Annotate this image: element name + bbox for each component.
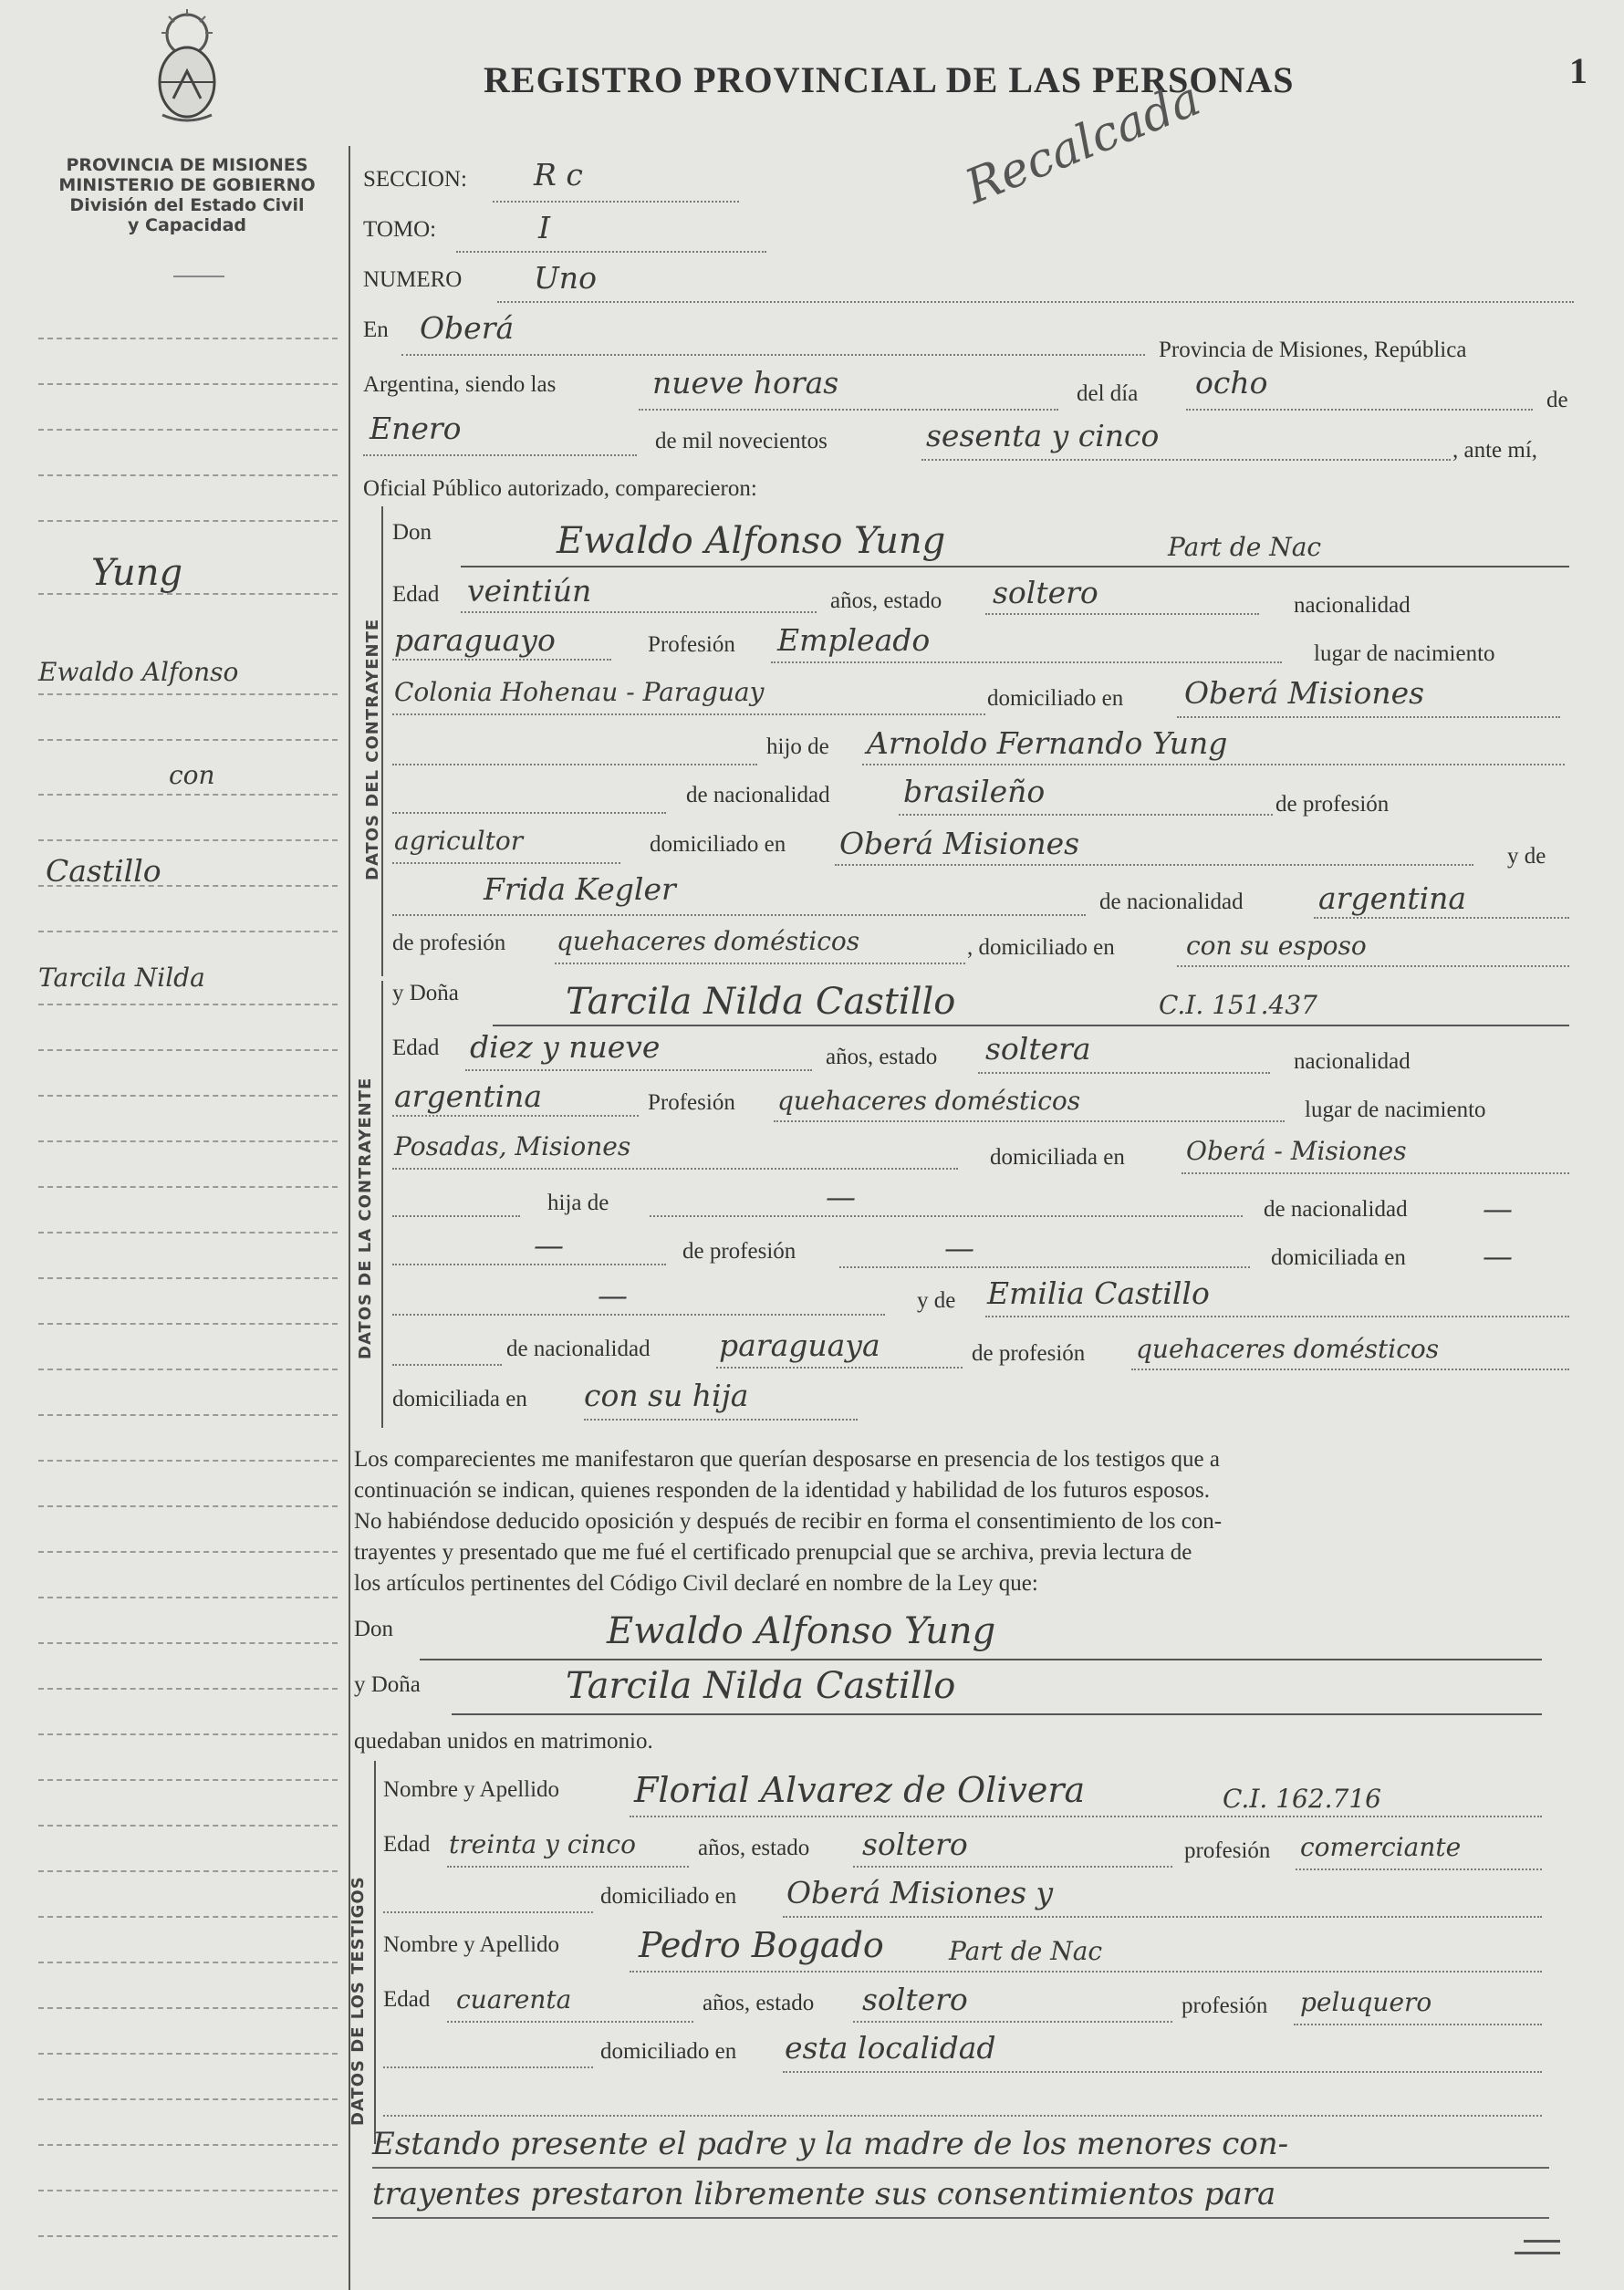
t2-name-label: Nombre y Apellido	[383, 1932, 560, 1957]
nacionalidad-label: nacionalidad	[1294, 593, 1411, 618]
margin-note-con: con	[169, 760, 215, 790]
madre-nacionalidad: argentina	[1318, 880, 1467, 916]
margin-note-bride: Tarcila Nilda	[38, 963, 205, 993]
t2-prof: peluquero	[1300, 1987, 1432, 2017]
t1-edad-label: Edad	[383, 1832, 431, 1857]
provincia-text: Provincia de Misiones, República	[1159, 338, 1467, 362]
en-label: En	[363, 317, 389, 342]
bride-padre-prof-label: de profesión	[682, 1239, 796, 1264]
t1-estado: soltero	[862, 1827, 968, 1862]
bride-madre-dom-label: domiciliada en	[392, 1387, 527, 1411]
bride-prof-label: Profesión	[648, 1090, 735, 1115]
bride-edad-label: Edad	[392, 1036, 440, 1060]
seccion-value: R c	[534, 157, 583, 193]
hija-label: hija de	[547, 1191, 609, 1215]
bride-madre-nacionalidad: paraguaya	[719, 1327, 880, 1363]
anios-label: años, estado	[830, 588, 942, 613]
t2-estado: soltero	[862, 1982, 968, 2017]
ante-label: , ante mí,	[1452, 438, 1538, 463]
bride-estado: soltera	[985, 1031, 1091, 1067]
nota-line-2: trayentes prestaron libremente sus consentimientos para	[372, 2176, 1276, 2212]
bride-lugar-label: lugar de nacimiento	[1305, 1098, 1486, 1122]
argentina-label: Argentina, siendo las	[363, 372, 557, 397]
t1-dom: Oberá Misiones y	[786, 1875, 1054, 1910]
bride-y-de-label: y de	[917, 1288, 956, 1313]
t1-name: Florial Alvarez de Olivera	[634, 1770, 1086, 1810]
bride-madre-prof-label: de profesión	[972, 1341, 1086, 1366]
y-de-label: y de	[1507, 844, 1546, 869]
declaracion-line: los artículos pertinentes del Código Civil declaré en nombre de la Ley que:	[354, 1571, 1038, 1596]
bride-padre-nac-dash2: —	[534, 1227, 564, 1263]
padre-domicilio: Oberá Misiones	[839, 826, 1080, 861]
bride-doc: C.I. 151.437	[1159, 990, 1317, 1020]
recalcada-stamp: Recalcada	[958, 71, 1208, 215]
page-title: REGISTRO PROVINCIAL DE LAS PERSONAS	[484, 59, 1295, 100]
profesion-label: Profesión	[648, 632, 735, 657]
bride-madre-profesion: quehaceres domésticos	[1136, 1334, 1440, 1364]
t2-dom-label: domiciliado en	[600, 2039, 737, 2064]
dona-label: y Doña	[392, 981, 459, 1005]
contrayente-section-label: DATOS DEL CONTRAYENTE	[363, 618, 382, 880]
bride-padre-nac-dash: —	[1483, 1191, 1513, 1226]
margin-note-surname: Yung	[91, 552, 183, 594]
declaracion-paragraph	[354, 1444, 1567, 1599]
bride-profesion: quehaceres domésticos	[777, 1086, 1081, 1116]
ministry-line-1: PROVINCIA DE MISIONES	[66, 155, 308, 175]
groom-lugar: Colonia Hohenau - Paraguay	[394, 677, 765, 707]
madre-profesion: quehaceres domésticos	[557, 926, 860, 956]
t2-doc: Part de Nac	[949, 1936, 1103, 1966]
numero-value: Uno	[534, 260, 597, 296]
lugar-label: lugar de nacimiento	[1314, 641, 1495, 666]
padre-nacionalidad: brasileño	[903, 774, 1046, 809]
declaracion-line: Los comparecientes me manifestaron que querían desposarse en presencia de los testigos que a	[354, 1447, 1220, 1472]
mes-value: Enero	[370, 411, 462, 446]
bride-nacionalidad: argentina	[394, 1078, 543, 1114]
t1-doc: C.I. 162.716	[1223, 1784, 1381, 1814]
bride-madre: Emilia Castillo	[987, 1275, 1210, 1311]
t2-edad-label: Edad	[383, 1987, 431, 2012]
declaracion-line: continuación se indican, quienes responden de la identidad y habilidad de los futuros esposos.	[354, 1478, 1210, 1503]
anio-value: sesenta y cinco	[926, 418, 1160, 453]
declaracion-line: No habiéndose deducido oposición y después de recibir en forma el consentimiento de los con-	[354, 1509, 1223, 1534]
t1-prof: comerciante	[1300, 1832, 1462, 1862]
padre-nac-label: de nacionalidad	[686, 783, 830, 807]
t1-prof-label: profesión	[1184, 1838, 1271, 1863]
bride-madre-nac-label: de nacionalidad	[506, 1337, 651, 1361]
edad-label: Edad	[392, 582, 440, 607]
decl-groom-name: Ewaldo Alfonso Yung	[607, 1610, 996, 1652]
declaracion-line: trayentes y presentado que me fué el certificado prenupcial que se archiva, previa lectura de	[354, 1540, 1192, 1565]
groom-domicilio: Oberá Misiones	[1184, 675, 1425, 711]
t1-dom-label: domiciliado en	[600, 1884, 737, 1909]
madre-domicilio: con su esposo	[1186, 931, 1367, 961]
bride-dom-label: domiciliada en	[990, 1145, 1125, 1170]
padre-dom-label: domiciliado en	[650, 832, 786, 857]
t1-anios-label: años, estado	[698, 1836, 810, 1860]
bride-lugar: Posadas, Misiones	[394, 1131, 631, 1161]
de-label: de	[1546, 388, 1568, 412]
groom-estado: soltero	[993, 575, 1098, 610]
decl-don-label: Don	[354, 1617, 394, 1641]
t2-name: Pedro Bogado	[639, 1925, 884, 1965]
hora-value: nueve horas	[652, 365, 839, 401]
groom-nacionalidad: paraguayo	[394, 622, 556, 658]
oficial-label: Oficial Público autorizado, comparecieron:	[363, 476, 757, 501]
testigos-section-label: DATOS DE LOS TESTIGOS	[349, 1876, 368, 2126]
t2-anios-label: años, estado	[703, 1991, 815, 2015]
bride-padre-dom-dash: —	[1483, 1238, 1513, 1274]
groom-doc: Part de Nac	[1168, 532, 1322, 562]
t2-edad: cuarenta	[456, 1984, 572, 2014]
bride-padre-nac-label: de nacionalidad	[1264, 1197, 1408, 1222]
coat-of-arms-icon	[146, 7, 228, 126]
margin-note-bride-surname: Castillo	[46, 853, 161, 889]
dia-label: del día	[1077, 381, 1139, 406]
bride-nac-label: nacionalidad	[1294, 1049, 1411, 1074]
bride-padre-dom-dash2: —	[598, 1277, 628, 1313]
en-value: Oberá	[420, 310, 515, 346]
unidos-text: quedaban unidos en matrimonio.	[354, 1729, 653, 1754]
dom-label: domiciliado en	[987, 686, 1124, 711]
bride-padre-dash: —	[826, 1179, 856, 1214]
page-number: 1	[1569, 50, 1588, 91]
seccion-label: SECCION:	[363, 167, 467, 192]
t2-dom: esta localidad	[785, 2030, 996, 2066]
don-label: Don	[392, 520, 432, 545]
bride-padre-prof-dash: —	[944, 1230, 974, 1265]
t1-edad: treinta y cinco	[449, 1829, 636, 1859]
dia-value: ocho	[1195, 365, 1268, 401]
madre-nac-label: de nacionalidad	[1099, 890, 1244, 914]
madre-dom-label: , domiciliado en	[967, 935, 1115, 960]
decl-bride-name: Tarcila Nilda Castillo	[566, 1665, 956, 1707]
t1-name-label: Nombre y Apellido	[383, 1777, 560, 1802]
groom-profesion: Empleado	[777, 622, 931, 658]
hijo-label: hijo de	[766, 734, 829, 759]
bride-anios-label: años, estado	[826, 1045, 938, 1069]
padre-profesion: agricultor	[394, 826, 524, 856]
bride-edad: diez y nueve	[470, 1029, 661, 1065]
numero-label: NUMERO	[363, 267, 463, 292]
ministry-block	[36, 155, 338, 235]
ministry-underline	[173, 276, 224, 277]
ministry-line-3: División del Estado Civil	[69, 195, 305, 215]
bride-name: Tarcila Nilda Castillo	[566, 981, 956, 1023]
ministry-line-2: MINISTERIO DE GOBIERNO	[58, 175, 316, 195]
decl-dona-label: y Doña	[354, 1672, 421, 1697]
groom-edad: veintiún	[467, 573, 592, 609]
nota-line-1: Estando presente el padre y la madre de los menores con-	[372, 2126, 1289, 2162]
groom-padre: Arnoldo Fernando Yung	[867, 725, 1228, 761]
padre-prof-label: de profesión	[1275, 792, 1390, 817]
tomo-label: TOMO:	[363, 217, 437, 242]
bride-padre-dom-label: domiciliada en	[1271, 1245, 1406, 1270]
bride-domicilio: Oberá - Misiones	[1186, 1136, 1407, 1166]
tomo-value: I	[538, 210, 551, 245]
groom-madre: Frida Kegler	[484, 871, 676, 907]
bride-madre-domicilio: con su hija	[584, 1378, 749, 1413]
margin-note-groom: Ewaldo Alfonso	[38, 657, 239, 687]
contrayenta-section-label: DATOS DE LA CONTRAYENTE	[356, 1077, 375, 1359]
groom-name: Ewaldo Alfonso Yung	[557, 520, 946, 562]
mil-label: de mil novecientos	[655, 429, 828, 453]
t2-prof-label: profesión	[1182, 1993, 1268, 2018]
ministry-line-4: y Capacidad	[128, 215, 246, 235]
madre-prof-label: de profesión	[392, 931, 506, 955]
